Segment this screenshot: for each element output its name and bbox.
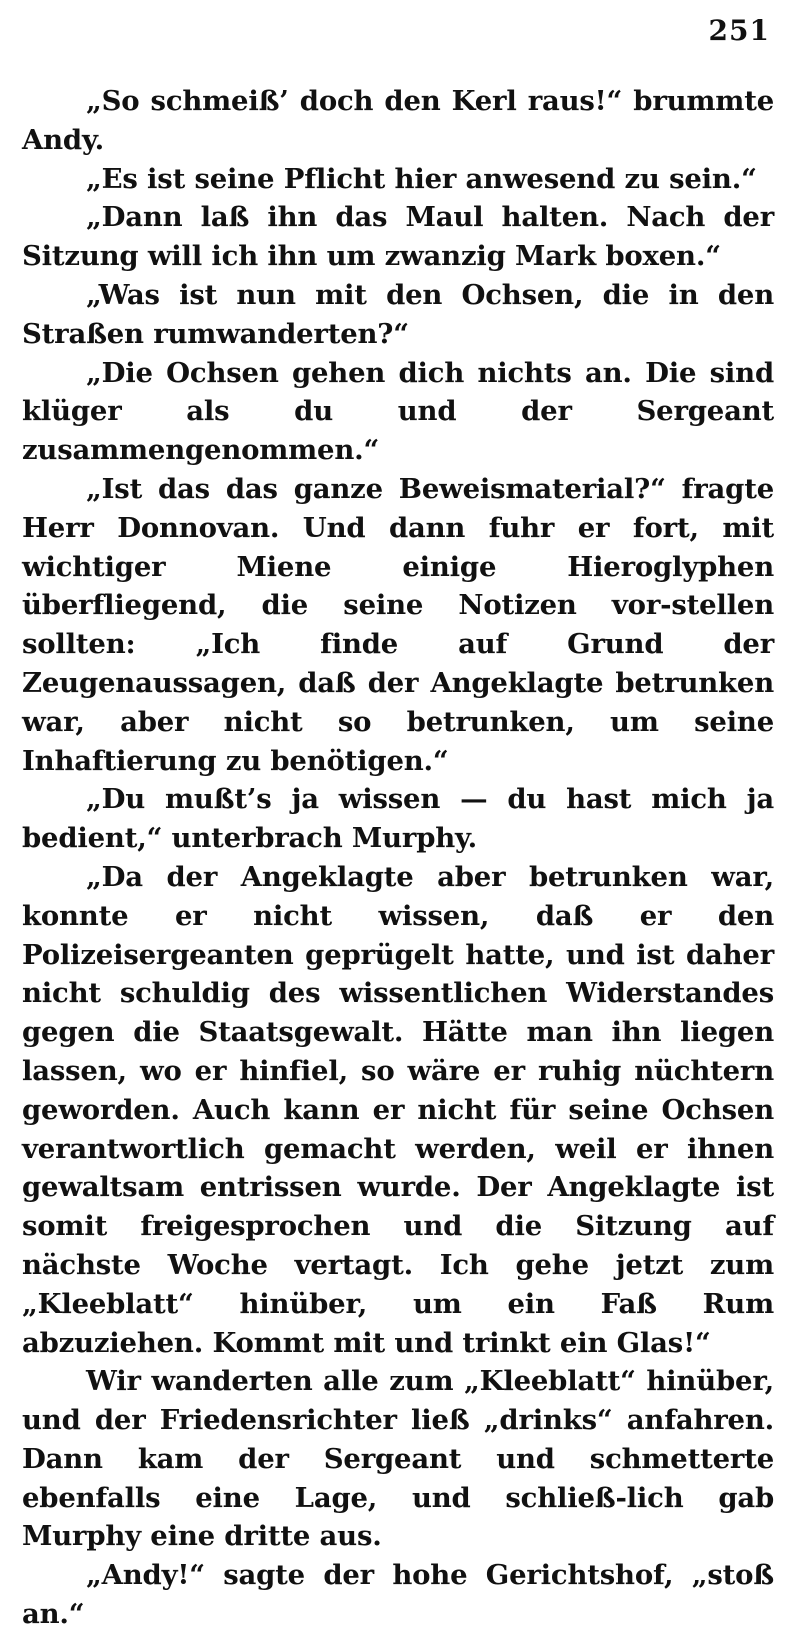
paragraph-1: „So schmeiß’ doch den Kerl raus!“ brummte Andy. (22, 85, 774, 156)
paragraph-6: „Ist das das ganze Beweismaterial?“ fragte Herr Donnovan. Und dann fuhr er fort, mit wichtiger Miene einige Hieroglyphen überfliegend, die seine Notizen vor-stellen sollten: „Ich finde auf Grund der Zeugenaussagen, daß der Angeklagte betrunken war, aber nicht so betrunken, um seine Inhaftierung zu benötigen.“ (22, 472, 774, 777)
paragraph-9: Wir wanderten alle zum „Kleeblatt“ hinüber, und der Friedensrichter ließ „drinks“ anfahren. Dann kam der Sergeant und schmetterte ebenfalls eine Lage, und schließ-lich gab Murphy eine dritte aus. (22, 1365, 774, 1553)
paragraph-7: „Du mußt’s ja wissen — du hast mich ja bedient,“ unterbrach Murphy. (22, 783, 774, 855)
paragraph-3: „Dann laß ihn das Maul halten. Nach der Sitzung will ich ihn um zwanzig Mark boxen.“ (22, 201, 774, 273)
page-number: 251 (708, 14, 770, 47)
body-text (22, 82, 774, 1634)
paragraph-8: „Da der Angeklagte aber betrunken war, konnte er nicht wissen, daß er den Polizeisergeanten geprügelt hatte, und ist daher nicht schuldig des wissentlichen Widerstandes gegen die Staatsgewalt. Hätte man ihn liegen lassen, wo er hinfiel, so wäre er ruhig nüchtern geworden. Auch kann er nicht für seine Ochsen verantwortlich gemacht werden, weil er ihnen gewaltsam entrissen wurde. Der Angeklagte ist somit freigesprochen und die Sitzung auf nächste Woche vertagt. Ich gehe jetzt zum „Kleeblatt“ hinüber, um ein Faß Rum abzuziehen. Kommt mit und trinkt ein Glas!“ (22, 860, 774, 1359)
paragraph-10: „Andy!“ sagte der hohe Gerichtshof, „stoß an.“ (22, 1559, 774, 1631)
paragraph-5: „Die Ochsen gehen dich nichts an. Die sind klüger als du und der Sergeant zusammengenommen.“ (22, 356, 774, 467)
paragraph-4: „Was ist nun mit den Ochsen, die in den Straßen rumwanderten?“ (22, 278, 774, 350)
paragraph-2: „Es ist seine Pflicht hier anwesend zu sein.“ (86, 162, 757, 195)
